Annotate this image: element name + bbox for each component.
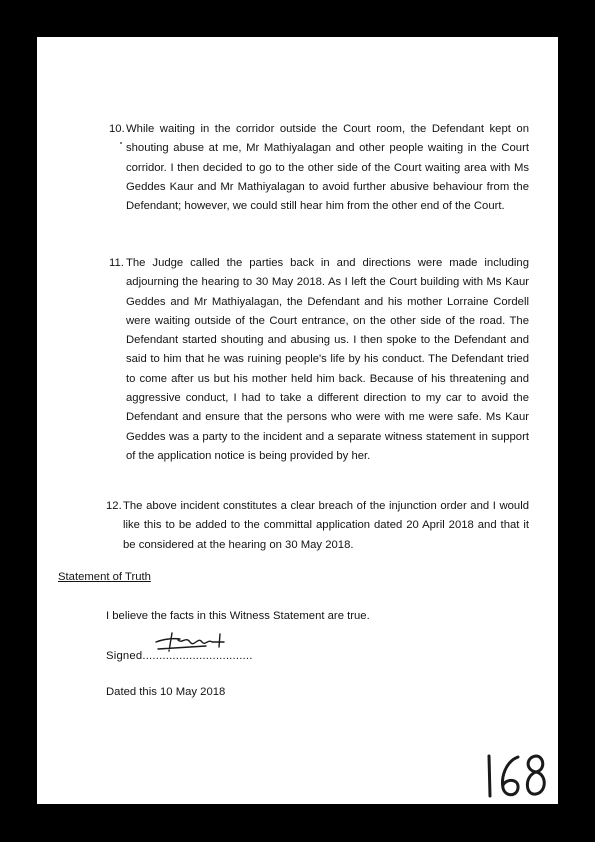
paragraph-12 bbox=[106, 497, 529, 555]
handwritten-page-number bbox=[480, 752, 552, 800]
paragraph-text: The above incident constitutes a clear breach of the injunction order and I would like this to be added to the committal application dated 20 April 2018 and that it be considered at the hearing on 30 May 2018. bbox=[123, 500, 529, 551]
paragraph-text: While waiting in the corridor outside the Court room, the Defendant kept on shouting abuse at me, Mr Mathiyalagan and other people waiting in the Court corridor. I then decided to go to the other side of the Court waiting area with Ms Geddes Kaur and Mr Mathiyalagan to avoid further abusive behaviour from the Defendant; however, we could still hear him from the other end of the Court. bbox=[126, 123, 529, 213]
paragraph-number: 10. bbox=[109, 123, 125, 135]
belief-statement: I believe the facts in this Witness Statement are true. bbox=[106, 610, 370, 622]
paragraph-number: 11. bbox=[109, 257, 124, 269]
dated-line: Dated this 10 May 2018 bbox=[106, 686, 226, 698]
signed-line: Signed................................. bbox=[106, 650, 253, 662]
paragraph-text: The Judge called the parties back in and directions were made including adjourning the hearing to 30 May 2018. As I left the Court building with Ms Kaur Geddes and Mr Mathiyalagan, the Defendant and his mother Lorraine Cordell were waiting outside of the Court entrance, on the other side of the road. The Defendant started shouting and abusing us. I then spoke to the Defendant and said to him that he was ruining people's life by his conduct. The Defendant tried to come after us but his mother held him back. Because of his threatening and aggressive conduct, I had to take a different direction to my car to avoid the Defendant and ensure that the persons who were with me were safe. Ms Kaur Geddes was a party to the incident and a separate witness statement in support of the application notice is being provided by her. bbox=[126, 257, 529, 462]
statement-of-truth-heading: Statement of Truth bbox=[58, 571, 151, 583]
paragraph-10 bbox=[109, 120, 529, 216]
paragraph-number: 12. bbox=[106, 500, 122, 512]
paragraph-11 bbox=[109, 254, 529, 466]
